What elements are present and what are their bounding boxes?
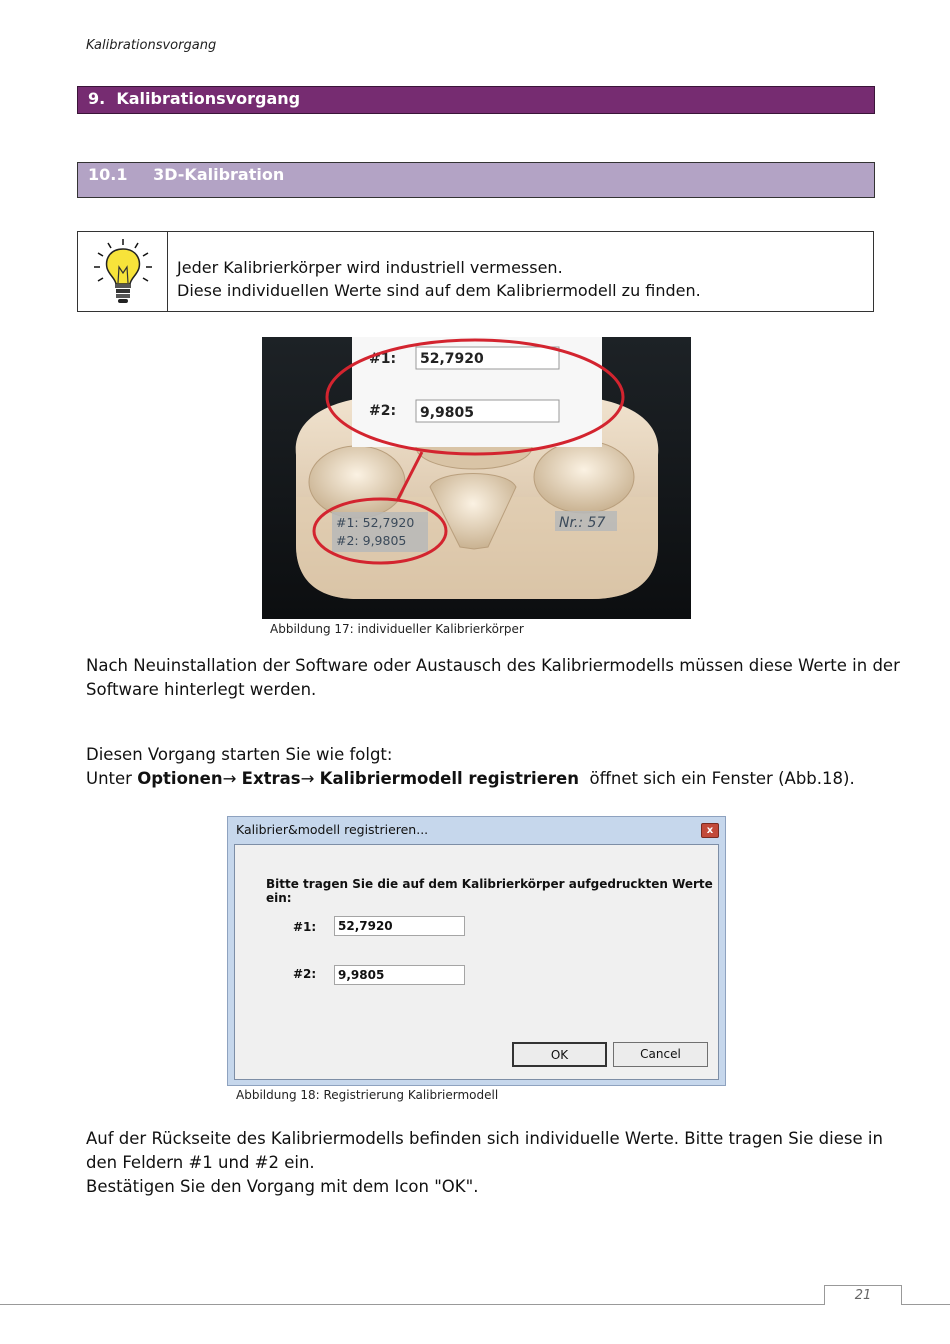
menu-extras: Extras xyxy=(241,769,301,788)
tip-line-2: Diese individuellen Werte sind auf dem Kalibriermodell zu finden. xyxy=(177,281,701,300)
paragraph-3-line-2: den Feldern #1 und #2 ein. xyxy=(86,1153,315,1172)
page-number: 21 xyxy=(824,1285,902,1305)
paragraph-2-line-1: Diesen Vorgang starten Sie wie folgt: xyxy=(86,745,393,764)
chapter-number: 9. xyxy=(88,89,106,108)
engraved-value-2: #2: 9,9805 xyxy=(336,533,407,548)
ok-button[interactable]: OK xyxy=(512,1042,607,1067)
tip-text xyxy=(168,232,701,311)
section-number: 10.1 xyxy=(88,165,128,184)
field-1-label: #1: xyxy=(293,920,317,934)
calibration-body-photo xyxy=(262,337,691,619)
tip-icon-cell xyxy=(78,232,168,311)
paragraph-2 xyxy=(86,743,855,791)
menu-arrow-2: → xyxy=(300,769,315,788)
field-2-label: #2: xyxy=(293,967,317,981)
menu-path xyxy=(86,767,855,791)
zoom-label-1: #1: xyxy=(369,351,397,367)
chapter-heading xyxy=(77,86,875,114)
running-header: Kalibrationsvorgang xyxy=(86,38,217,53)
dialog-title: Kalibrier&modell registrieren... xyxy=(236,822,429,837)
figure-18-caption: Abbildung 18: Registrierung Kalibriermodell xyxy=(236,1088,499,1102)
paragraph-1-line-1: Nach Neuinstallation der Software oder Austausch des Kalibriermodells müssen diese Werte in der xyxy=(86,656,900,675)
zoom-label-2: #2: xyxy=(369,403,397,419)
menu-optionen: Optionen xyxy=(137,769,223,788)
zoom-value-2: 9,9805 xyxy=(420,405,475,421)
paragraph-1-line-2: Software hinterlegt werden. xyxy=(86,680,317,699)
dialog-body xyxy=(234,844,719,1080)
field-1-input[interactable]: 52,7920 xyxy=(334,916,465,936)
menu-arrow-1: → xyxy=(222,769,237,788)
paragraph-3-line-1: Auf der Rückseite des Kalibriermodells befinden sich individuelle Werte. Bitte tragen Sie diese in xyxy=(86,1129,883,1148)
menu-path-suffix: öffnet sich ein Fenster (Abb.18). xyxy=(589,769,855,788)
section-title: 3D-Kalibration xyxy=(153,165,285,184)
paragraph-3 xyxy=(86,1127,883,1199)
cancel-button[interactable]: Cancel xyxy=(613,1042,708,1067)
field-2-input[interactable]: 9,9805 xyxy=(334,965,465,985)
paragraph-3-line-3: Bestätigen Sie den Vorgang mit dem Icon "OK". xyxy=(86,1177,479,1196)
footer-line xyxy=(0,1304,950,1305)
section-heading xyxy=(77,162,875,198)
engraved-number: Nr.: 57 xyxy=(559,515,606,531)
lightbulb-icon xyxy=(90,237,156,307)
zoom-value-1: 52,7920 xyxy=(420,351,484,367)
menu-kalibriermodell-registrieren: Kalibriermodell registrieren xyxy=(319,769,579,788)
figure-17-caption: Abbildung 17: individueller Kalibrierkörper xyxy=(270,622,524,636)
chapter-title: Kalibrationsvorgang xyxy=(116,89,301,108)
menu-path-prefix: Unter xyxy=(86,769,138,788)
tip-line-1: Jeder Kalibrierkörper wird industriell vermessen. xyxy=(177,258,563,277)
engraved-value-1: #1: 52,7920 xyxy=(336,515,415,530)
close-icon[interactable]: x xyxy=(701,823,719,838)
register-calibration-dialog xyxy=(227,816,726,1086)
tip-box xyxy=(77,231,874,312)
dialog-instruction: Bitte tragen Sie die auf dem Kalibrierkörper aufgedruckten Werte ein: xyxy=(266,877,713,905)
paragraph-1 xyxy=(86,654,900,702)
